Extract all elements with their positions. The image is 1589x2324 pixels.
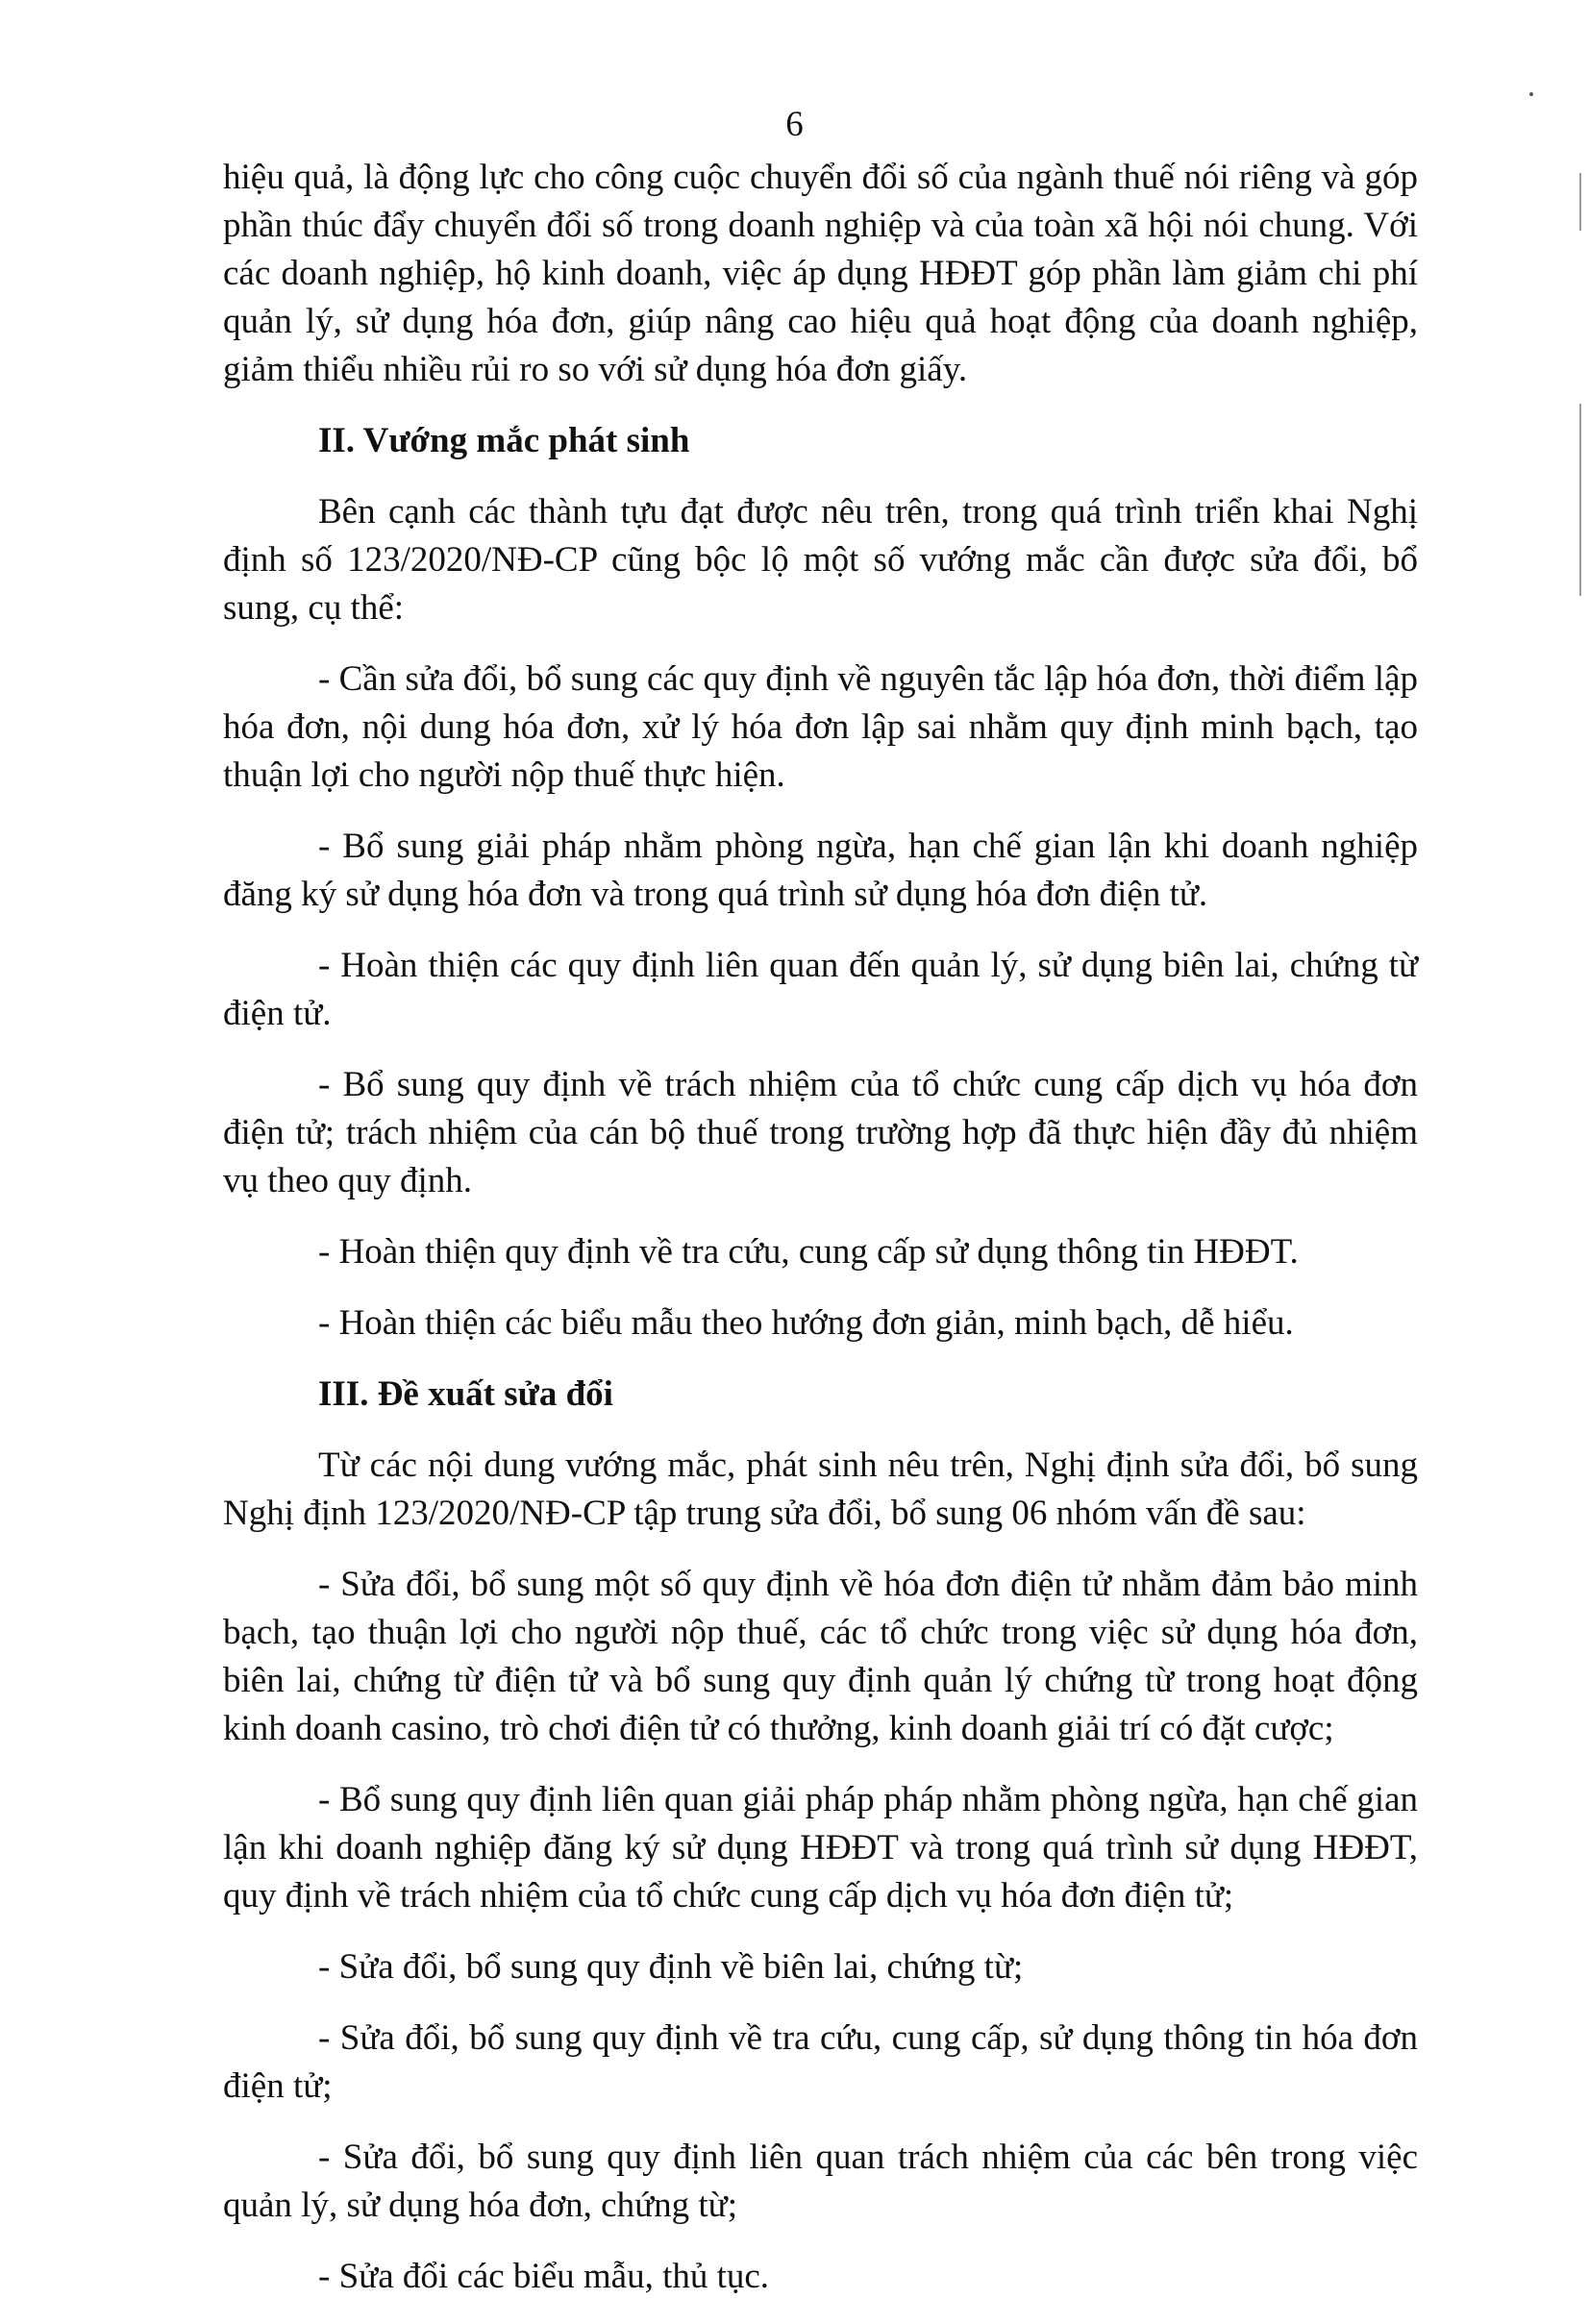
proposal-item: - Sửa đổi, bổ sung quy định liên quan trách nhiệm của các bên trong việc quản lý, sử dụng hóa đơn, chứng từ;: [223, 2138, 1418, 2225]
section-heading-issues: II. Vướng mắc phát sinh: [318, 421, 690, 460]
scan-edge-mark: [1579, 173, 1581, 231]
proposal-item: - Sửa đổi, bổ sung quy định về biên lai, chứng từ;: [318, 1947, 1024, 1987]
issue-item: - Bổ sung giải pháp nhằm phòng ngừa, hạn chế gian lận khi doanh nghiệp đăng ký sử dụng hóa đơn và trong quá trình sử dụng hóa đơn điện tử.: [223, 827, 1418, 914]
scan-speck: [1529, 92, 1533, 96]
document-body: [223, 154, 1418, 2324]
page-number: 6: [785, 105, 804, 144]
proposal-item: - Sửa đổi, bổ sung một số quy định về hóa đơn điện tử nhằm đảm bảo minh bạch, tạo thuận lợi cho người nộp thuế, các tổ chức trong việc sử dụng hóa đơn, biên lai, chứng từ điện tử và bổ sung quy định quản lý chứng từ trong hoạt động kinh doanh casino, trò chơi điện tử có thưởng, kinh doanh giải trí có đặt cược;: [223, 1565, 1418, 1748]
scan-edge-mark: [1579, 404, 1581, 596]
issue-item: - Hoàn thiện các quy định liên quan đến quản lý, sử dụng biên lai, chứng từ điện tử.: [223, 946, 1418, 1033]
issue-item: - Hoàn thiện quy định về tra cứu, cung cấp sử dụng thông tin HĐĐT.: [318, 1232, 1299, 1272]
issue-item: - Bổ sung quy định về trách nhiệm của tổ chức cung cấp dịch vụ hóa đơn điện tử; trách nhiệm của cán bộ thuế trong trường hợp đã thực hiện đầy đủ nhiệm vụ theo quy định.: [223, 1065, 1418, 1200]
issue-item: - Cần sửa đổi, bổ sung các quy định về nguyên tắc lập hóa đơn, thời điểm lập hóa đơn, nội dung hóa đơn, xử lý hóa đơn lập sai nhằm quy định minh bạch, tạo thuận lợi cho người nộp thuế thực hiện.: [223, 659, 1418, 795]
section-issues-lead: Bên cạnh các thành tựu đạt được nêu trên, trong quá trình triển khai Nghị định số 123/2020/NĐ-CP cũng bộc lộ một số vướng mắc cần được sửa đổi, bổ sung, cụ thể:: [223, 492, 1418, 628]
section-proposals-lead: Từ các nội dung vướng mắc, phát sinh nêu trên, Nghị định sửa đổi, bổ sung Nghị định 123/2020/NĐ-CP tập trung sửa đổi, bổ sung 06 nhóm vấn đề sau:: [223, 1446, 1418, 1533]
section-heading-proposals: III. Đề xuất sửa đổi: [318, 1374, 613, 1414]
intro-paragraph: hiệu quả, là động lực cho công cuộc chuyển đổi số của ngành thuế nói riêng và góp phần thúc đẩy chuyển đổi số trong doanh nghiệp và của toàn xã hội nói chung. Với các doanh nghiệp, hộ kinh doanh, việc áp dụng HĐĐT góp phần làm giảm chi phí quản lý, sử dụng hóa đơn, giúp nâng cao hiệu quả hoạt động của doanh nghiệp, giảm thiểu nhiều rủi ro so với sử dụng hóa đơn giấy.: [223, 158, 1418, 389]
proposal-item: - Sửa đổi, bổ sung quy định về tra cứu, cung cấp, sử dụng thông tin hóa đơn điện tử;: [223, 2018, 1418, 2106]
proposal-item: - Sửa đổi các biểu mẫu, thủ tục.: [318, 2257, 770, 2296]
proposal-item: - Bổ sung quy định liên quan giải pháp pháp nhằm phòng ngừa, hạn chế gian lận khi doanh nghiệp đăng ký sử dụng HĐĐT và trong quá trình sử dụng HĐĐT, quy định về trách nhiệm của tổ chức cung cấp dịch vụ hóa đơn điện tử;: [223, 1780, 1418, 1916]
issue-item: - Hoàn thiện các biểu mẫu theo hướng đơn giản, minh bạch, dễ hiểu.: [318, 1303, 1294, 1343]
